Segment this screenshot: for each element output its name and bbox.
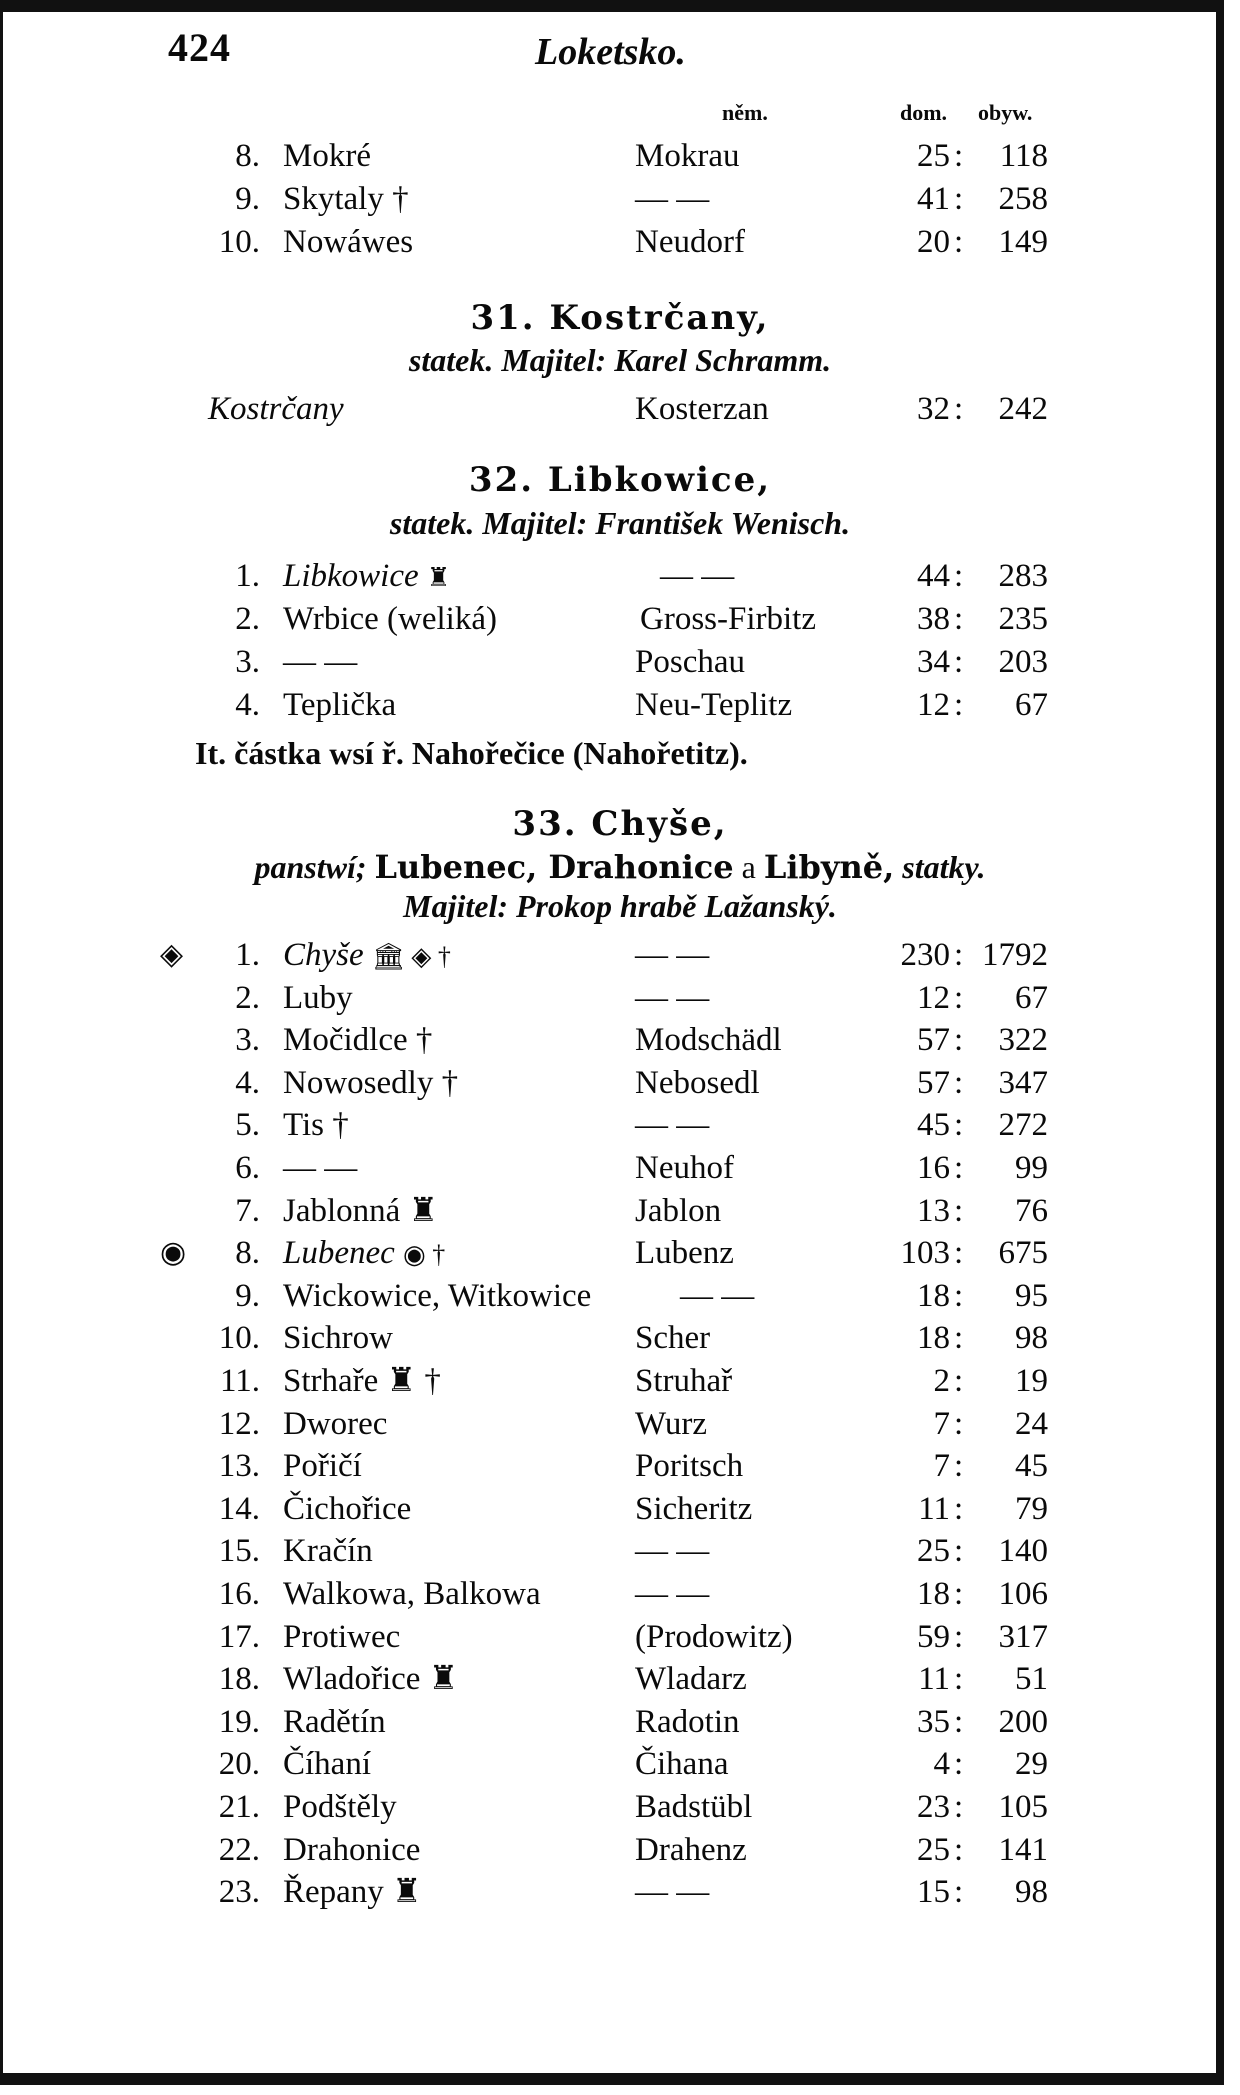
german-name: Kosterzan — [635, 391, 769, 427]
column-header-inhabitants: obyw. — [978, 100, 1033, 125]
german-name: — — — [660, 558, 735, 594]
table-row — [0, 555, 1240, 597]
houses-count: 11 — [918, 1661, 950, 1698]
houses-count: 103 — [900, 1235, 950, 1272]
separator: : — [954, 181, 964, 217]
german-name: Badstübl — [635, 1789, 753, 1825]
inhabitants-count: 105 — [998, 1789, 1048, 1825]
section-33-title: 33. Chyše, — [512, 804, 728, 844]
german-name: Jablon — [635, 1192, 722, 1229]
table-row — [0, 1871, 1240, 1913]
houses-count: 25 — [917, 1533, 950, 1570]
houses-count: 230 — [900, 937, 950, 973]
village-name: Nowosedly † — [283, 1064, 459, 1101]
houses-count: 18 — [917, 1576, 950, 1612]
table-row — [0, 1147, 1240, 1189]
inhabitants-count: 200 — [998, 1703, 1048, 1740]
row-number: 19. — [218, 1703, 260, 1740]
houses-count: 16 — [917, 1150, 950, 1186]
table-row — [0, 1275, 1240, 1317]
village-name: Walkowa, Balkowa — [283, 1576, 541, 1612]
row-number: 1. — [235, 558, 260, 594]
row-number: 1. — [235, 937, 260, 973]
village-name: Teplička — [283, 687, 397, 723]
separator: : — [954, 1363, 964, 1399]
map-symbol-icon: 🏛 ◈ † — [371, 942, 451, 971]
village-name: Podštěly — [283, 1789, 397, 1825]
houses-count: 38 — [917, 601, 950, 637]
village-name: Strhaře ♜ † — [283, 1363, 441, 1399]
column-header-german: něm. — [722, 100, 768, 125]
houses-count: 7 — [933, 1448, 950, 1485]
row-number: 13. — [218, 1448, 260, 1485]
german-name: Lubenz — [635, 1235, 734, 1272]
inhabitants-count: 67 — [1015, 687, 1048, 723]
row-number: 4. — [235, 1064, 260, 1101]
inhabitants-count: 317 — [998, 1618, 1048, 1655]
table-row — [0, 1573, 1240, 1615]
separator: : — [954, 1874, 964, 1911]
german-name: Neu-Teplitz — [635, 687, 793, 723]
german-name: — — — [635, 1874, 710, 1911]
separator: : — [954, 1661, 964, 1698]
table-row — [0, 1232, 1240, 1274]
section-32-subtitle: statek. Majitel: František Wenisch. — [389, 505, 851, 541]
separator: : — [954, 1490, 964, 1527]
german-name: — — — [635, 1576, 710, 1612]
houses-count: 45 — [917, 1107, 950, 1144]
inhabitants-count: 45 — [1015, 1448, 1048, 1485]
german-name: Modschädl — [635, 1022, 782, 1059]
german-name: — — — [680, 1277, 755, 1314]
section-33-owner: Majitel: Prokop hrabě Lažanský. — [403, 888, 837, 924]
houses-count: 11 — [918, 1490, 950, 1527]
row-number: 18. — [218, 1661, 260, 1698]
table-row — [0, 1488, 1240, 1530]
houses-count: 41 — [917, 181, 950, 217]
castle-icon: ♜ — [426, 563, 451, 592]
row-number: 16. — [218, 1576, 260, 1612]
german-name: — — — [635, 181, 710, 217]
village-name: Sichrow — [283, 1320, 393, 1357]
separator: : — [954, 1235, 964, 1272]
village-name: Mokré — [283, 138, 371, 174]
table-row — [0, 977, 1240, 1019]
inhabitants-count: 79 — [1015, 1490, 1048, 1527]
village-name: Dworec — [283, 1405, 388, 1442]
german-name: Sicheritz — [635, 1490, 753, 1527]
german-name: Neudorf — [635, 224, 745, 260]
village-name: Číhaní — [283, 1746, 371, 1783]
separator: : — [954, 391, 964, 427]
inhabitants-count: 242 — [998, 391, 1048, 427]
row-number: 9. — [235, 181, 260, 217]
houses-count: 2 — [933, 1363, 950, 1399]
german-name: Wladarz — [635, 1661, 747, 1698]
german-name: (Prodowitz) — [635, 1618, 793, 1655]
separator: : — [954, 224, 964, 260]
houses-count: 34 — [917, 644, 950, 680]
separator: : — [954, 601, 964, 637]
row-number: 10. — [218, 1320, 260, 1357]
village-name: Libkowice ♜ — [283, 558, 451, 594]
row-number: 20. — [218, 1746, 260, 1783]
separator: : — [954, 1533, 964, 1570]
inhabitants-count: 322 — [998, 1022, 1048, 1059]
row-number: 6. — [235, 1150, 260, 1186]
village-name: Kostrčany — [208, 391, 344, 427]
row-number: 7. — [235, 1192, 260, 1229]
inhabitants-count: 118 — [999, 138, 1048, 174]
separator: : — [954, 1320, 964, 1357]
german-name: — — — [635, 1107, 710, 1144]
village-name: Wrbice (weliká) — [283, 601, 497, 637]
houses-count: 44 — [917, 558, 950, 594]
village-name: Pořičí — [283, 1448, 362, 1485]
houses-count: 35 — [917, 1703, 950, 1740]
houses-count: 7 — [933, 1405, 950, 1442]
village-name: Wladořice ♜ — [283, 1661, 459, 1698]
table-row — [0, 221, 1240, 263]
table-row — [0, 135, 1240, 177]
row-number: 4. — [235, 687, 260, 723]
separator: : — [954, 979, 964, 1016]
separator: : — [954, 1064, 964, 1101]
german-name: Neuhof — [635, 1150, 734, 1186]
houses-count: 12 — [917, 687, 950, 723]
houses-count: 13 — [917, 1192, 950, 1229]
table-row — [0, 1701, 1240, 1743]
table-row — [0, 178, 1240, 220]
inhabitants-count: 29 — [1015, 1746, 1048, 1783]
inhabitants-count: 149 — [998, 224, 1048, 260]
village-name: Močidlce † — [283, 1022, 433, 1059]
german-name: Drahenz — [635, 1831, 747, 1868]
village-name: Lubenec ◉ † — [283, 1235, 446, 1272]
separator: : — [954, 1107, 964, 1144]
table-row — [0, 934, 1240, 976]
inhabitants-count: 19 — [1015, 1363, 1048, 1399]
separator: : — [954, 1618, 964, 1655]
inhabitants-count: 675 — [998, 1235, 1048, 1272]
houses-count: 18 — [917, 1277, 950, 1314]
houses-count: 57 — [917, 1022, 950, 1059]
village-name: Chyše 🏛 ◈ † — [283, 937, 451, 973]
german-name: Struhař — [635, 1363, 733, 1399]
houses-count: 12 — [917, 979, 950, 1016]
separator: : — [954, 1150, 964, 1186]
inhabitants-count: 98 — [1015, 1320, 1048, 1357]
inhabitants-count: 51 — [1015, 1661, 1048, 1698]
row-number: 2. — [235, 979, 260, 1016]
map-symbol-icon: ◉ † — [403, 1240, 446, 1270]
village-name: Jablonná ♜ — [283, 1192, 439, 1229]
row-number: 3. — [235, 1022, 260, 1059]
table-row — [0, 1019, 1240, 1061]
inhabitants-count: 258 — [998, 181, 1048, 217]
separator: : — [954, 1022, 964, 1059]
section-32-title: 32. Libkowice, — [468, 460, 772, 500]
page-title: Loketsko. — [535, 31, 686, 73]
section-31-subtitle: statek. Majitel: Karel Schramm. — [408, 342, 832, 378]
village-name: Tis † — [283, 1107, 349, 1144]
inhabitants-count: 67 — [1015, 979, 1048, 1016]
row-number: 15. — [218, 1533, 260, 1570]
table-row — [0, 388, 1240, 430]
separator: : — [954, 687, 964, 723]
row-number: 9. — [235, 1277, 260, 1314]
german-name: Poschau — [635, 644, 745, 680]
row-number: 23. — [218, 1874, 260, 1911]
inhabitants-count: 24 — [1015, 1405, 1048, 1442]
houses-count: 18 — [917, 1320, 950, 1357]
separator: : — [954, 1192, 964, 1229]
row-number: 12. — [218, 1405, 260, 1442]
separator: : — [954, 644, 964, 680]
table-row — [0, 1829, 1240, 1871]
inhabitants-count: 1792 — [982, 937, 1048, 973]
village-name: Čichořice — [283, 1490, 412, 1527]
german-name: Čihana — [635, 1746, 729, 1783]
german-name: Wurz — [635, 1405, 707, 1442]
table-row — [0, 1104, 1240, 1146]
row-number: 2. — [235, 601, 260, 637]
table-row — [0, 1616, 1240, 1658]
table-row — [0, 684, 1240, 726]
column-header-houses: dom. — [900, 100, 948, 125]
table-row — [0, 1445, 1240, 1487]
village-name: — — — [283, 1150, 358, 1186]
houses-count: 20 — [917, 224, 950, 260]
german-name: — — — [635, 937, 710, 973]
table-row — [0, 641, 1240, 683]
german-name: — — — [635, 1533, 710, 1570]
german-name: Mokrau — [635, 138, 740, 174]
separator: : — [954, 1448, 964, 1485]
table-row — [0, 1658, 1240, 1700]
houses-count: 25 — [917, 138, 950, 174]
table-row — [0, 1190, 1240, 1232]
separator: : — [954, 1789, 964, 1825]
row-number: 11. — [219, 1363, 260, 1399]
table-row — [0, 1360, 1240, 1402]
row-number: 21. — [218, 1789, 260, 1825]
german-name: Poritsch — [635, 1448, 744, 1485]
german-name: Nebosedl — [635, 1064, 760, 1101]
village-name: Nowáwes — [283, 224, 414, 260]
table-row — [0, 1786, 1240, 1828]
inhabitants-count: 95 — [1015, 1277, 1048, 1314]
section-31-title: 31. Kostrčany, — [470, 298, 770, 338]
german-name: Scher — [635, 1320, 711, 1357]
inhabitants-count: 98 — [1015, 1874, 1048, 1911]
houses-count: 32 — [917, 391, 950, 427]
village-name: Skytaly † — [283, 181, 409, 217]
inhabitants-count: 203 — [998, 644, 1048, 680]
row-number: 14. — [218, 1490, 260, 1527]
domain-seat-icon: ◈ — [160, 938, 184, 971]
village-name: Protiwec — [283, 1618, 401, 1655]
separator: : — [954, 1277, 964, 1314]
inhabitants-count: 106 — [998, 1576, 1048, 1612]
village-name: Kračín — [283, 1533, 373, 1570]
inhabitants-count: 235 — [998, 601, 1048, 637]
village-name: Luby — [283, 979, 353, 1016]
inhabitants-count: 283 — [998, 558, 1048, 594]
inhabitants-count: 347 — [998, 1064, 1048, 1101]
row-number: 17. — [218, 1618, 260, 1655]
section-33-subtitle: panstwí; Lubenec, Drahonice a Libyně, statky. — [254, 848, 986, 886]
separator: : — [954, 1831, 964, 1868]
inhabitants-count: 76 — [1015, 1192, 1048, 1229]
german-name: Radotin — [635, 1703, 740, 1740]
houses-count: 4 — [933, 1746, 950, 1783]
row-number: 8. — [235, 1235, 260, 1272]
houses-count: 25 — [917, 1831, 950, 1868]
table-row — [0, 1530, 1240, 1572]
separator: : — [954, 1746, 964, 1783]
village-name: Řepany ♜ — [283, 1874, 422, 1911]
german-name: — — — [635, 979, 710, 1016]
separator: : — [954, 1405, 964, 1442]
houses-count: 23 — [917, 1789, 950, 1825]
page-number: 424 — [168, 25, 231, 70]
inhabitants-count: 99 — [1015, 1150, 1048, 1186]
table-row — [0, 1403, 1240, 1445]
row-number: 8. — [235, 138, 260, 174]
row-number: 5. — [235, 1107, 260, 1144]
village-name: — — — [283, 644, 358, 680]
row-number: 22. — [218, 1831, 260, 1868]
row-number: 10. — [218, 224, 260, 260]
village-name: Radětín — [283, 1703, 386, 1740]
inhabitants-count: 140 — [998, 1533, 1048, 1570]
separator: : — [954, 1576, 964, 1612]
houses-count: 59 — [917, 1618, 950, 1655]
separator: : — [954, 1703, 964, 1740]
table-row — [0, 598, 1240, 640]
houses-count: 15 — [917, 1874, 950, 1911]
row-number: 3. — [235, 644, 260, 680]
houses-count: 57 — [917, 1064, 950, 1101]
village-name: Wickowice, Witkowice — [283, 1277, 592, 1314]
german-name: Gross-Firbitz — [640, 601, 816, 637]
estate-seat-icon: ◉ — [160, 1236, 187, 1270]
separator: : — [954, 138, 964, 174]
village-name: Drahonice — [283, 1831, 421, 1868]
table-row — [0, 1062, 1240, 1104]
inhabitants-count: 272 — [998, 1107, 1048, 1144]
table-row — [0, 1317, 1240, 1359]
separator: : — [954, 558, 964, 594]
section-32-note: It. částka wsí ř. Nahořečice (Nahořetitz). — [195, 735, 748, 771]
table-row — [0, 1743, 1240, 1785]
inhabitants-count: 141 — [998, 1831, 1048, 1868]
separator: : — [954, 937, 964, 973]
